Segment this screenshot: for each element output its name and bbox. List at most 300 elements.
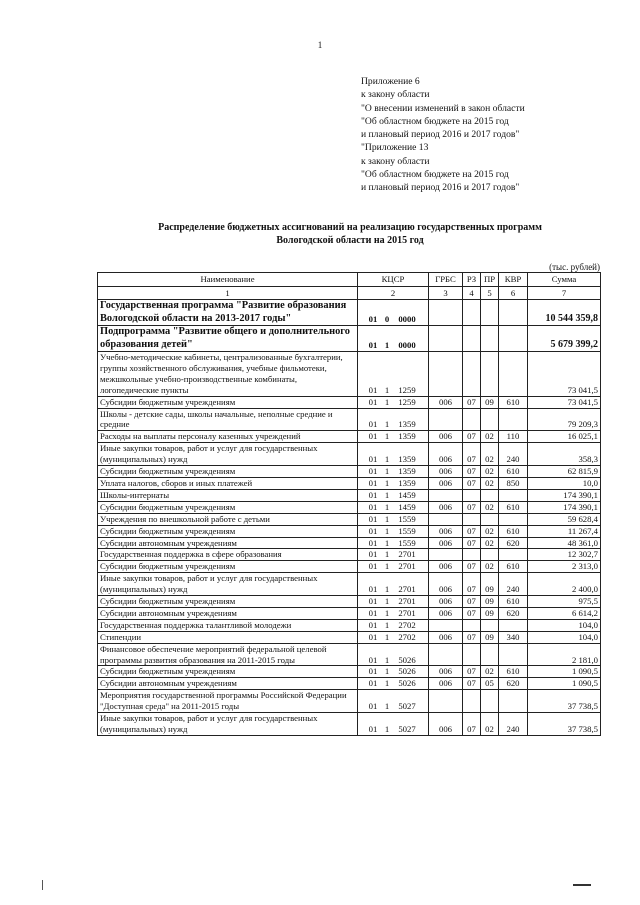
kcsr-part: 1459 (398, 489, 416, 500)
row-name: Иные закупки товаров, работ и услуг для государственных (муниципальных) нужд (98, 573, 358, 596)
kcsr-part: 1 (384, 501, 390, 512)
row-grbs: 006 (429, 396, 463, 408)
row-name: Иные закупки товаров, работ и услуг для государственных (муниципальных) нужд (98, 713, 358, 736)
row-rz: 07 (463, 607, 481, 619)
kcsr-part: 1 (384, 537, 390, 548)
kcsr-part: 01 (368, 678, 378, 689)
kcsr-part: 01 (368, 549, 378, 560)
row-kvr: 610 (499, 466, 528, 478)
row-grbs: 006 (429, 666, 463, 678)
row-grbs: 006 (429, 501, 463, 513)
row-kcsr (358, 619, 429, 631)
row-kcsr (358, 396, 429, 408)
row-kvr (499, 549, 528, 561)
row-kcsr (358, 513, 429, 525)
header-name: Наименование (98, 273, 358, 287)
kcsr-part: 01 (368, 489, 378, 500)
row-rz: 07 (463, 537, 481, 549)
row-name: Учреждения по внешкольной работе с детьми (98, 513, 358, 525)
header-grbs: ГРБС (429, 273, 463, 287)
row-sum: 104,0 (528, 631, 601, 643)
row-kcsr (358, 713, 429, 736)
row-pr (481, 690, 499, 713)
row-rz (463, 549, 481, 561)
kcsr-part: 01 (368, 431, 378, 442)
kcsr-part: 0000 (398, 340, 416, 351)
row-grbs: 006 (429, 678, 463, 690)
row-name: Субсидии автономным учреждениям (98, 678, 358, 690)
kcsr-part: 01 (368, 654, 378, 665)
kcsr-part: 5027 (398, 724, 416, 734)
row-pr (481, 513, 499, 525)
row-pr: 02 (481, 431, 499, 443)
kcsr-part: 01 (368, 501, 378, 512)
row-sum: 79 209,3 (528, 408, 601, 431)
kcsr-part: 1 (384, 596, 390, 607)
row-sum: 12 302,7 (528, 549, 601, 561)
row-rz (463, 643, 481, 666)
row-kvr (499, 489, 528, 501)
kcsr-part: 01 (368, 619, 378, 630)
row-sum: 174 390,1 (528, 489, 601, 501)
kcsr-part: 01 (368, 384, 378, 395)
row-pr: 09 (481, 396, 499, 408)
row-pr: 09 (481, 631, 499, 643)
kcsr-part: 01 (368, 314, 378, 325)
kcsr-part: 1259 (398, 396, 416, 407)
row-kcsr (358, 326, 429, 352)
row-pr: 02 (481, 537, 499, 549)
row-pr: 02 (481, 501, 499, 513)
kcsr-part: 2701 (398, 584, 416, 595)
row-sum: 10,0 (528, 477, 601, 489)
row-grbs (429, 326, 463, 352)
row-rz: 07 (463, 573, 481, 596)
row-kvr: 240 (499, 713, 528, 736)
row-rz: 07 (463, 666, 481, 678)
row-rz (463, 513, 481, 525)
row-name: Подпрограмма "Развитие общего и дополнительного образования детей" (98, 326, 358, 352)
table-row (98, 408, 601, 431)
row-kvr: 610 (499, 596, 528, 608)
kcsr-part: 1559 (398, 537, 416, 548)
row-rz: 07 (463, 443, 481, 466)
column-number: 6 (499, 287, 528, 300)
table-row (98, 513, 601, 525)
row-grbs: 006 (429, 607, 463, 619)
row-grbs (429, 352, 463, 397)
table-row (98, 573, 601, 596)
kcsr-part: 01 (368, 596, 378, 607)
row-rz: 07 (463, 431, 481, 443)
kcsr-part: 01 (368, 607, 378, 618)
kcsr-part: 2701 (398, 607, 416, 618)
table-body (98, 300, 601, 736)
kcsr-part: 1 (384, 513, 390, 524)
kcsr-part: 01 (368, 666, 378, 677)
kcsr-part: 01 (368, 584, 378, 595)
header-kvr: КВР (499, 273, 528, 287)
page-number: 1 (317, 40, 323, 50)
row-sum: 6 614,2 (528, 607, 601, 619)
row-sum: 10 544 359,8 (528, 300, 601, 326)
kcsr-part: 1 (384, 654, 390, 665)
row-kvr: 240 (499, 443, 528, 466)
kcsr-part: 0 (384, 314, 390, 325)
row-kvr: 110 (499, 431, 528, 443)
appendix-line: к закону области (361, 89, 430, 101)
scan-mark (42, 880, 43, 890)
kcsr-part: 5026 (398, 666, 416, 677)
row-kvr: 620 (499, 678, 528, 690)
row-kvr: 340 (499, 631, 528, 643)
kcsr-part: 1 (384, 384, 390, 395)
row-kcsr (358, 501, 429, 513)
table-row (98, 619, 601, 631)
row-rz (463, 326, 481, 352)
row-kcsr (358, 631, 429, 643)
row-pr (481, 549, 499, 561)
row-sum: 48 361,0 (528, 537, 601, 549)
row-rz: 07 (463, 713, 481, 736)
row-pr (481, 408, 499, 431)
row-rz: 07 (463, 525, 481, 537)
kcsr-part: 01 (368, 340, 378, 351)
kcsr-part: 1 (384, 477, 390, 488)
row-name: Учебно-методические кабинеты, централизованные бухгалтерии, группы хозяйственного обслуживания, учебные фильмотеки, межшкольные учебно-производственные комбинаты, логопедические пункты (98, 352, 358, 397)
row-rz (463, 690, 481, 713)
kcsr-part: 01 (368, 537, 378, 548)
row-grbs (429, 489, 463, 501)
row-pr (481, 643, 499, 666)
row-sum: 62 815,9 (528, 466, 601, 478)
row-kvr (499, 408, 528, 431)
table-row (98, 396, 601, 408)
row-pr (481, 300, 499, 326)
row-rz: 07 (463, 631, 481, 643)
row-pr: 02 (481, 561, 499, 573)
row-rz: 07 (463, 596, 481, 608)
row-grbs: 006 (429, 431, 463, 443)
row-sum: 1 090,5 (528, 666, 601, 678)
row-kcsr (358, 666, 429, 678)
row-name: Субсидии бюджетным учреждениям (98, 396, 358, 408)
row-rz: 07 (463, 466, 481, 478)
row-kcsr (358, 643, 429, 666)
kcsr-part: 1359 (398, 466, 416, 477)
row-pr (481, 489, 499, 501)
row-name: Субсидии бюджетным учреждениям (98, 596, 358, 608)
row-name: Школы - детские сады, школы начальные, неполные средние и средние (98, 408, 358, 431)
appendix-line: Приложение 6 (361, 76, 420, 87)
column-number: 3 (429, 287, 463, 300)
kcsr-part: 1 (384, 701, 390, 712)
budget-table (97, 272, 601, 736)
row-name: Субсидии бюджетным учреждениям (98, 525, 358, 537)
row-kcsr (358, 573, 429, 596)
row-kcsr (358, 489, 429, 501)
table-row (98, 596, 601, 608)
row-grbs: 006 (429, 525, 463, 537)
row-rz: 07 (463, 396, 481, 408)
row-grbs: 006 (429, 596, 463, 608)
row-sum: 11 267,4 (528, 525, 601, 537)
kcsr-part: 01 (368, 396, 378, 407)
table-row (98, 525, 601, 537)
row-kcsr (358, 477, 429, 489)
row-kvr: 620 (499, 537, 528, 549)
row-name: Государственная поддержка в сфере образования (98, 549, 358, 561)
row-kvr: 610 (499, 396, 528, 408)
table-row (98, 466, 601, 478)
row-grbs (429, 619, 463, 631)
appendix-line: "Об областном бюджете на 2015 год (361, 115, 509, 127)
header-kcsr: КЦСР (358, 273, 429, 287)
table-row (98, 678, 601, 690)
kcsr-part: 1259 (398, 384, 416, 395)
kcsr-part: 2701 (398, 596, 416, 607)
kcsr-part: 01 (368, 477, 378, 488)
row-rz (463, 619, 481, 631)
header-rz: РЗ (463, 273, 481, 287)
row-grbs (429, 690, 463, 713)
row-pr: 02 (481, 466, 499, 478)
kcsr-part: 01 (368, 724, 378, 734)
row-sum: 37 738,5 (528, 690, 601, 713)
table-row (98, 443, 601, 466)
table-row (98, 643, 601, 666)
kcsr-part: 01 (368, 454, 378, 465)
row-rz: 07 (463, 501, 481, 513)
row-kvr: 610 (499, 561, 528, 573)
row-kvr: 620 (499, 607, 528, 619)
kcsr-part: 1 (384, 396, 390, 407)
row-kvr (499, 326, 528, 352)
row-pr: 09 (481, 607, 499, 619)
row-kvr: 610 (499, 501, 528, 513)
kcsr-part: 5026 (398, 678, 416, 689)
kcsr-part: 1 (384, 619, 390, 630)
column-number: 4 (463, 287, 481, 300)
kcsr-part: 01 (368, 466, 378, 477)
kcsr-part: 0000 (398, 314, 416, 325)
table-row (98, 607, 601, 619)
table-row (98, 690, 601, 713)
row-kcsr (358, 352, 429, 397)
kcsr-part: 1 (384, 666, 390, 677)
row-name: Государственная программа "Развитие образования Вологодской области на 2013-2017 годы" (98, 300, 358, 326)
row-name: Расходы на выплаты персоналу казенных учреждений (98, 431, 358, 443)
row-kvr (499, 300, 528, 326)
table-row (98, 631, 601, 643)
row-rz: 07 (463, 477, 481, 489)
kcsr-part: 1559 (398, 513, 416, 524)
row-sum: 2 313,0 (528, 561, 601, 573)
table-row (98, 477, 601, 489)
appendix-line: "Об областном бюджете на 2015 год (361, 169, 509, 181)
row-grbs: 006 (429, 443, 463, 466)
kcsr-part: 2702 (398, 619, 416, 630)
kcsr-part: 1 (384, 525, 390, 536)
row-kvr: 240 (499, 573, 528, 596)
row-kvr: 610 (499, 525, 528, 537)
kcsr-part: 1 (384, 419, 390, 430)
row-sum: 358,3 (528, 443, 601, 466)
column-number: 7 (528, 287, 601, 300)
kcsr-part: 2702 (398, 631, 416, 642)
row-name: Мероприятия государственной программы Российской Федерации "Доступная среда" на 2011-2015 годы (98, 690, 358, 713)
row-sum: 2 181,0 (528, 643, 601, 666)
kcsr-part: 1459 (398, 501, 416, 512)
column-number: 5 (481, 287, 499, 300)
table-row (98, 489, 601, 501)
kcsr-part: 1 (384, 678, 390, 689)
row-grbs (429, 408, 463, 431)
kcsr-part: 1 (384, 454, 390, 465)
row-grbs: 006 (429, 466, 463, 478)
title-line: Распределение бюджетных ассигнований на реализацию государственных программ (158, 222, 542, 233)
row-name: Школы-интернаты (98, 489, 358, 501)
kcsr-part: 2701 (398, 561, 416, 572)
row-sum: 975,5 (528, 596, 601, 608)
row-sum: 59 628,4 (528, 513, 601, 525)
row-name: Иные закупки товаров, работ и услуг для государственных (муниципальных) нужд (98, 443, 358, 466)
appendix-line: "О внесении изменений в закон области (361, 102, 525, 114)
table-row (98, 326, 601, 352)
row-grbs: 006 (429, 573, 463, 596)
kcsr-part: 1 (384, 631, 390, 642)
row-kcsr (358, 561, 429, 573)
row-rz (463, 352, 481, 397)
table-row (98, 561, 601, 573)
kcsr-part: 5027 (398, 701, 416, 712)
row-grbs: 006 (429, 631, 463, 643)
row-sum: 73 041,5 (528, 396, 601, 408)
column-number-row (98, 287, 601, 300)
units-label: (тыс. рублей) (549, 262, 600, 272)
row-pr: 02 (481, 666, 499, 678)
kcsr-part: 1559 (398, 525, 416, 536)
kcsr-part: 1 (384, 466, 390, 477)
table-row (98, 549, 601, 561)
kcsr-part: 1 (384, 561, 390, 572)
row-rz: 07 (463, 678, 481, 690)
row-kvr (499, 619, 528, 631)
row-kcsr (358, 431, 429, 443)
row-pr: 09 (481, 596, 499, 608)
kcsr-part: 01 (368, 561, 378, 572)
row-kvr (499, 352, 528, 397)
table-row (98, 713, 601, 736)
row-kvr (499, 643, 528, 666)
row-sum: 73 041,5 (528, 352, 601, 397)
table-row (98, 431, 601, 443)
header-pr: ПР (481, 273, 499, 287)
kcsr-part: 1359 (398, 419, 416, 430)
row-kcsr (358, 443, 429, 466)
table-row (98, 666, 601, 678)
row-kcsr (358, 549, 429, 561)
row-name: Государственная поддержка талантливой молодежи (98, 619, 358, 631)
row-rz (463, 489, 481, 501)
kcsr-part: 2701 (398, 549, 416, 560)
kcsr-part: 1359 (398, 477, 416, 488)
kcsr-part: 01 (368, 525, 378, 536)
row-grbs (429, 643, 463, 666)
row-sum: 16 025,1 (528, 431, 601, 443)
kcsr-part: 1 (384, 489, 390, 500)
row-sum: 37 738,5 (528, 713, 601, 736)
kcsr-part: 1 (384, 724, 390, 734)
row-kcsr (358, 537, 429, 549)
kcsr-part: 1359 (398, 454, 416, 465)
row-grbs: 006 (429, 537, 463, 549)
row-name: Субсидии бюджетным учреждениям (98, 466, 358, 478)
row-kcsr (358, 525, 429, 537)
row-kcsr (358, 466, 429, 478)
kcsr-part: 01 (368, 513, 378, 524)
row-name: Финансовое обеспечение мероприятий федеральной целевой программы развития образования на 2011-2015 годы (98, 643, 358, 666)
row-sum: 104,0 (528, 619, 601, 631)
appendix-line: и плановый период 2016 и 2017 годов" (361, 182, 520, 194)
table-row (98, 300, 601, 326)
row-pr (481, 326, 499, 352)
row-rz: 07 (463, 561, 481, 573)
row-pr: 02 (481, 525, 499, 537)
kcsr-part: 1 (384, 431, 390, 442)
kcsr-part: 1 (384, 607, 390, 618)
table-header-row (98, 273, 601, 287)
scan-mark (573, 884, 591, 886)
appendix-line: и плановый период 2016 и 2017 годов" (361, 129, 520, 141)
row-grbs (429, 300, 463, 326)
row-grbs: 006 (429, 713, 463, 736)
appendix-line: "Приложение 13 (361, 142, 429, 154)
row-pr (481, 619, 499, 631)
kcsr-part: 5026 (398, 654, 416, 665)
row-rz (463, 300, 481, 326)
column-number: 1 (98, 287, 358, 300)
appendix-header (361, 75, 525, 195)
appendix-line: к закону области (361, 155, 430, 167)
row-kvr (499, 690, 528, 713)
kcsr-part: 1 (384, 584, 390, 595)
document-title (60, 221, 640, 247)
kcsr-part: 01 (368, 631, 378, 642)
row-name: Субсидии бюджетным учреждениям (98, 501, 358, 513)
table-row (98, 352, 601, 397)
row-kcsr (358, 596, 429, 608)
row-pr: 02 (481, 477, 499, 489)
row-grbs (429, 513, 463, 525)
row-sum: 1 090,5 (528, 678, 601, 690)
row-pr: 09 (481, 573, 499, 596)
kcsr-part: 1359 (398, 431, 416, 442)
row-name: Уплата налогов, сборов и иных платежей (98, 477, 358, 489)
row-sum: 2 400,0 (528, 573, 601, 596)
row-kcsr (358, 690, 429, 713)
header-sum: Сумма (528, 273, 601, 287)
row-kvr: 610 (499, 666, 528, 678)
row-kcsr (358, 607, 429, 619)
row-pr: 05 (481, 678, 499, 690)
row-name: Субсидии автономным учреждениям (98, 607, 358, 619)
row-kvr (499, 513, 528, 525)
table-row (98, 537, 601, 549)
row-grbs: 006 (429, 561, 463, 573)
row-sum: 174 390,1 (528, 501, 601, 513)
kcsr-part: 01 (368, 419, 378, 430)
